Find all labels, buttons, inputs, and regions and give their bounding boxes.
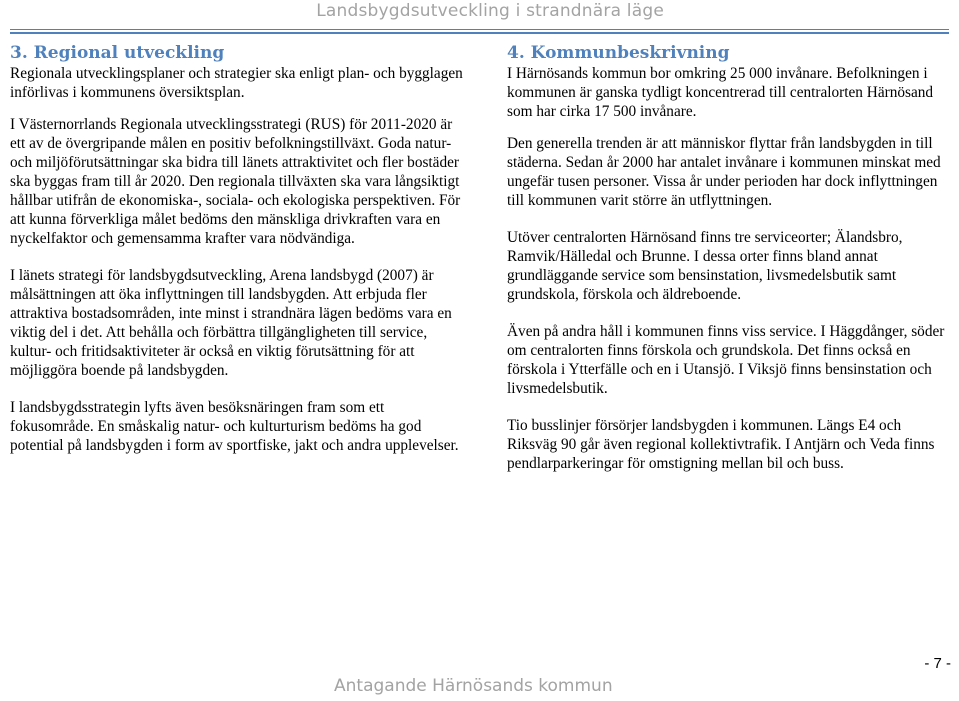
section-heading-kommunbeskrivning: 4. Kommunbeskrivning (507, 43, 730, 63)
header-divider-thick (10, 32, 949, 34)
right-column (507, 42, 952, 486)
body-paragraph: Den generella trenden är att människor flyttar från landsbygden in till städerna. Sedan år 2000 har antalet invånare i kommunen minskat med ungefär tusen personer. Vissa år under perioden har dock inflyttningen till kommunen varit större än utflyttningen. (507, 135, 941, 209)
running-header-title: Landsbygdsutveckling i strandnära läge (316, 1, 664, 21)
header-divider-thin (10, 29, 949, 30)
page-number: - 7 - (924, 655, 951, 672)
body-paragraph: Även på andra håll i kommunen finns viss service. I Häggdånger, söder om centralorten finns förskola och grundskola. Det finns också en förskola i Ytterfälle och en i Utansjö. I Viksjö finns bensinstation och livsmedelsbutik. (507, 323, 945, 397)
section-heading-regional-utveckling: 3. Regional utveckling (10, 43, 225, 63)
body-paragraph: I landsbygdsstrategin lyfts även besöksnäringen fram som ett fokusområde. En småskalig natur- och kulturturism bedöms ha god potential på landsbygden i form av sportfiske, jakt och andra upplevelser. (10, 399, 459, 454)
left-column (10, 42, 465, 468)
running-footer-title: Antagande Härnösands kommun (334, 676, 613, 696)
body-paragraph: Tio busslinjer försörjer landsbygden i kommunen. Längs E4 och Riksväg 90 går även regional kollektivtrafik. I Antjärn och Veda finns pendlarparkeringar för omstigning mellan bil och buss. (507, 417, 935, 472)
body-paragraph: Utöver centralorten Härnösand finns tre serviceorter; Älandsbro, Ramvik/Hälledal och Brunne. I dessa orter finns bland annat grundläggande service som bensinstation, livsmedelsbutik samt grundskola, förskola och äldreboende. (507, 229, 903, 303)
body-paragraph: I Västernorrlands Regionala utvecklingsstrategi (RUS) för 2011-2020 är ett av de övergripande målen en positiv befolkningstillväxt. Goda natur-och miljöförutsättningar ska bidra till länets attraktivitet och fler bostäder ska byggas fram till år 2020. Den regionala tillväxten ska vara långsiktigt hållbar utifrån de ekonomiska-, sociala- och ekologiska perspektiven. För att kunna förverkliga målet bedöms den mänskliga drivkraften vara en nyckelfaktor och gemensamma krafter vara nödvändiga. (10, 116, 461, 247)
body-paragraph: I länets strategi för landsbygdsutveckling, Arena landsbygd (2007) är målsättningen att öka inflyttningen till landsbygden. Att erbjuda fler attraktiva bostadsområden, inte minst i strandnära lägen bedöms vara en viktig del i det. Att behålla och förbättra tillgängligheten till service, kultur- och fritidsaktiviteter är också en viktig förutsättning för att möjliggöra boende på landsbygden. (10, 267, 452, 379)
body-paragraph: I Härnösands kommun bor omkring 25 000 invånare. Befolkningen i kommunen är ganska tydligt koncentrerad till centralorten Härnösand som har cirka 17 500 invånare. (507, 65, 934, 120)
body-paragraph: Regionala utvecklingsplaner och strategier ska enligt plan- och bygglagen införlivas i kommunens översiktsplan. (10, 65, 463, 101)
